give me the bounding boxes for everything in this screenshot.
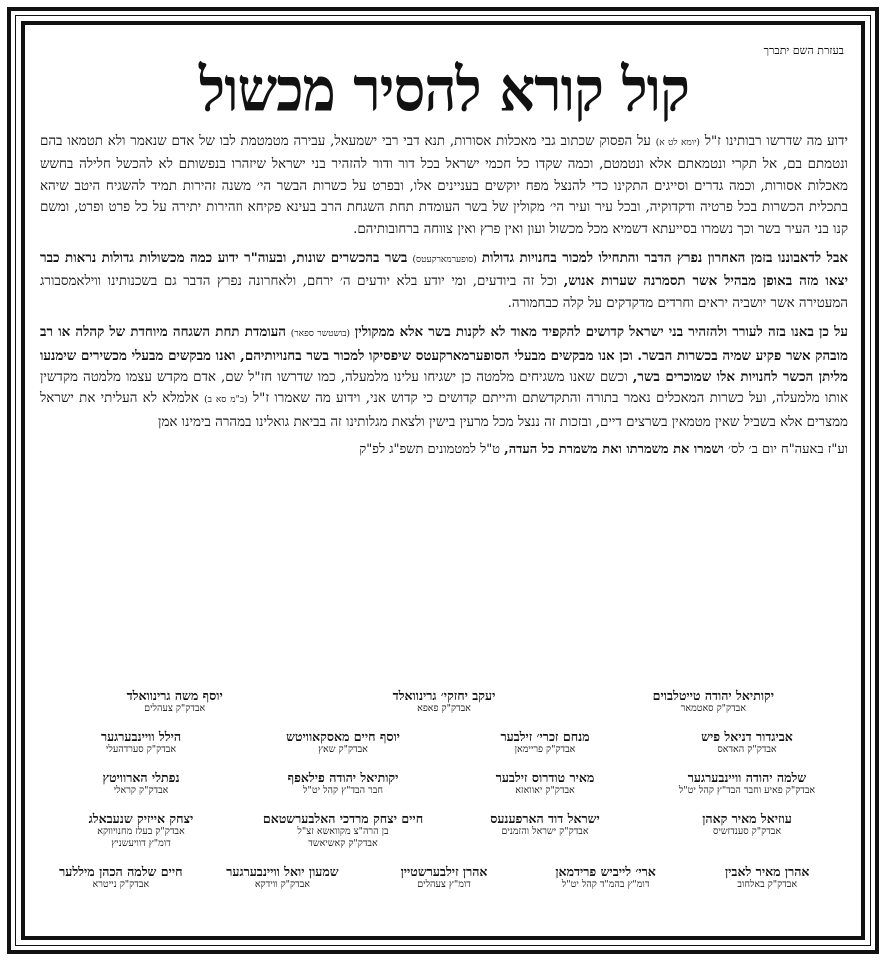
signatory-role: אבדק"ק יאוואזא <box>515 785 575 796</box>
signatory-name: נפתלי הארוויטץ <box>102 770 180 785</box>
paragraph-2 <box>40 248 848 314</box>
signatory <box>363 864 525 891</box>
signatory-name: יקותיאל יהודה טייטלבוים <box>652 688 774 703</box>
signatory <box>202 864 364 891</box>
signatory-role: דומ"ץ צעהלים <box>417 879 471 890</box>
signatory-name: אהרן מאיר לאבין <box>724 864 810 879</box>
signatory <box>579 688 848 715</box>
signatory-role: אבדק"ק בעלז מחנויווקא <box>97 826 185 837</box>
signatory-row <box>40 688 848 715</box>
signatory <box>646 770 848 797</box>
signatory <box>444 811 646 850</box>
signatory-role: בן הרה"צ מקוואשא זצ"ל <box>297 826 389 837</box>
signatory-role: אבדק"ק האדאס <box>717 744 777 755</box>
signatory-name: עוזיאל מאיר קאהן <box>702 811 792 826</box>
signatory-name: מאיר טודרוס זילבער <box>495 770 595 785</box>
p3-text-a: על כן באנו בזה לעורר ולהזהיר בני ישראל קדושים להקפיד מאוד לא לקנות בשר אלא ממקולין <box>354 324 848 341</box>
signatory-role-2: אבדק"ק קאשיאשד <box>308 838 378 849</box>
signatory <box>444 729 646 756</box>
signatory-name: ארי׳ לייביש פרידמאן <box>555 864 656 879</box>
signatory <box>40 688 309 715</box>
paragraph-3 <box>40 322 848 433</box>
signatory <box>646 811 848 850</box>
signatory <box>444 770 646 797</box>
p3-citation: (בושטשר ספאר) <box>290 329 351 340</box>
date-text-a: וע"ז באעה"ח יום ב׳ לס׳ <box>728 442 848 458</box>
signatory-name: אהרן זילבערשטיין <box>400 864 488 879</box>
signatory-role: אבדק"ק שאץ <box>318 744 368 755</box>
signatory <box>40 811 242 850</box>
page-title: קול קורא להסיר מכשול <box>199 54 689 126</box>
p3-text-d: אלמלא לא העליתי את ישראל ממצרים אלא בשביל שאין מטמאין בשרצים דיים, ובזכות זה ננצל מכל מרעין בישין ולצאת מגלותינו זה בביאת גואלינו במהרה בימינו אמן <box>40 391 848 430</box>
signatory-name: יוסף חיים מאסקאוויטש <box>286 729 400 744</box>
p3-text-b: העומדת תחת השגחה מיוחדת של קהלה או רב מובהק אשר פקיע שמיה בכשרות הבשר. וכן אנו מבקשים מבעלי הסופערמארקעטס שיפסיקו למכור בשר בחנויותיהם, ואנו מבקשים מבעלי מכשירים שימנעו מליתן הכשר לחנויות אלו שמוכרים בשר, <box>40 324 848 386</box>
signatory-row <box>40 770 848 797</box>
signatory-name: שלמה יהודה וויינבערגער <box>687 770 807 785</box>
p3-text-c: וכשם שאנו משגיחים מלמטה כן ישגיחו עלינו מלמעלה, כמו שדרשו חז"ל שם, אדם מקדש עצמו מלמטה מקדשין אותו מלמעלה, ועל כשרות המאכלים נאמר בתורה והתקדשתם והייתם קדושים כי קדוש אני, וידוע מה שאמרו ז"ל <box>40 370 848 407</box>
signatory-role: אבדק"ק פאיע וחבר הבד"ץ קהל יט"ל <box>678 785 816 796</box>
signatory <box>40 864 202 891</box>
p1-text-b: על הפסוק שכתוב גבי מאכלות אסורות, תנא דבי רבי ישמעאל, עבירה מטמטמת לבו של אדם שנאמר ולא תטמאו בהם ונטמתם בם, אל תקרי ונטמאתם אלא ונטמטם, וכמה שקדו כל חכמי ישראל בכל דור ודור להזהיר בני ישראל שיזהרו בנפשותם לא להכשל חלילה בחשש מאכלות אסורות, וכמה גדרים וסייגים התקינו כדי להנצל מפח יוקשים בעניינים אלו, ובפרט על כשרות הבשר הי׳ משנה זהירות תמיד להשגיח היטב שיהא בתכלית הכשרות בכל פרטיה ודקדוקיה, ובכל עיר ועיר הי׳ מקולין של בשר העומדת תחת השגחת הרב בעינא פקיחא וזהירות יתירה על כל פרט ופרט, ומשם קנו בני העיר בשר וכך נשמרו בסייעתא דשמיא מכל מכשול ועון ואין פרץ ואין צווחה ברחובותיהם. <box>40 134 848 237</box>
date-line <box>40 441 848 457</box>
signatory <box>40 729 242 756</box>
signatory-role: אבדק"ק באלחוב <box>737 879 798 890</box>
signatory <box>242 811 444 850</box>
signatory <box>242 770 444 797</box>
signatory-name: אביגדור דניאל פיש <box>701 729 793 744</box>
signatory <box>525 864 687 891</box>
signatory-role-2: דומ"ץ דוויעשניץ <box>111 838 171 849</box>
signatory-role: אבדק"ק נייטרא <box>92 879 150 890</box>
signatory-name: הילל וויינבערגער <box>100 729 182 744</box>
date-text-b: ושמרו את משמרתו ואת משמרת כל העדה, <box>504 442 724 458</box>
signatory <box>686 864 848 891</box>
signatory-role: אבדק"ק פריימאן <box>514 744 576 755</box>
p2-text-a: אבל לדאבוננו בזמן האחרון נפרץ הדבר והתחילו למכור בחנויות גדולות <box>481 250 848 267</box>
p1-text-a: ידוע מה שדרשו רבותינו ז"ל <box>704 134 848 149</box>
p2-citation: (סופערמארקעטס) <box>412 255 477 266</box>
bsd-header: בעזרת השם יתברך <box>763 44 844 57</box>
signatory-role: אבדק"ק סאטמאר <box>680 703 746 714</box>
paragraph-1 <box>40 131 848 240</box>
signatory-role: אבדק"ק פאפא <box>417 703 471 714</box>
signatory-name: שמעון יואל וויינבערגער <box>226 864 339 879</box>
signatory-name: יצחק אייזיק שנעבאלג <box>88 811 194 826</box>
signatory-role: אבדק"ק סערדהעלי <box>105 744 177 755</box>
signatory <box>309 688 578 715</box>
signatory-name: יוסף משה גרינוואלד <box>126 688 223 703</box>
signatory <box>40 770 242 797</box>
document-body <box>40 44 848 457</box>
signatory-role: אבדק"ק סענדזשיס <box>712 826 782 837</box>
signatory-name: חיים שלמה הכהן מיללער <box>59 864 183 879</box>
p1-citation: (יומא לט א) <box>655 138 700 148</box>
signatory <box>646 729 848 756</box>
signatory-row <box>40 811 848 850</box>
signatory-row <box>40 864 848 891</box>
date-text-c: ט"ל למטמונים תשפ"ג לפ"ק <box>359 442 501 458</box>
signatory-name: יקותיאל יהודה פילאפף <box>287 770 399 785</box>
signatory-role: דומ"ץ בהמ"ד קהל יט"ל <box>561 879 650 890</box>
signatory-name: ישראל דוד הארפענעס <box>490 811 600 826</box>
signatory-role: אבדק"ק ישראל והזמנים <box>501 826 589 837</box>
p2-text-c: וכל זה ביודעים, ומי יודע בלא יודעים ה׳ ירחם, ולאחרונה נפרץ הדבר גם בשכנותינו ווילאמסבורג המעטירה אשר יושביה יראים וחרדים מדקדקים על קלה כבחמורה. <box>40 274 848 311</box>
signatory <box>242 729 444 756</box>
signatories <box>40 688 848 905</box>
signatory-name: חיים יצחק מרדכי האלבערשטאם <box>262 811 424 826</box>
signatory-role: אבדק"ק צעהלים <box>144 703 206 714</box>
signatory-role: אבדק"ק קראלי <box>113 785 169 796</box>
signatory-row <box>40 729 848 756</box>
signatory-name: מנחם זכרי׳ זילבער <box>500 729 590 744</box>
p2-text-b: בשר בהכשרים שונות, ובעוה"ר ידוע כמה מכשולות גדולות נראות כבר יצאו מזה באופן מבהיל אשר תסמרנה שערות אנוש, <box>40 250 848 290</box>
signatory-role: אבדק"ק ווידקא <box>254 879 310 890</box>
signatory-name: יעקב יחזקי׳ גרינוואלד <box>392 688 496 703</box>
p3-citation-2: (ב"מ סא ב) <box>204 395 248 406</box>
signatory-role: חבר הבד"ץ קהל יט"ל <box>303 785 383 796</box>
